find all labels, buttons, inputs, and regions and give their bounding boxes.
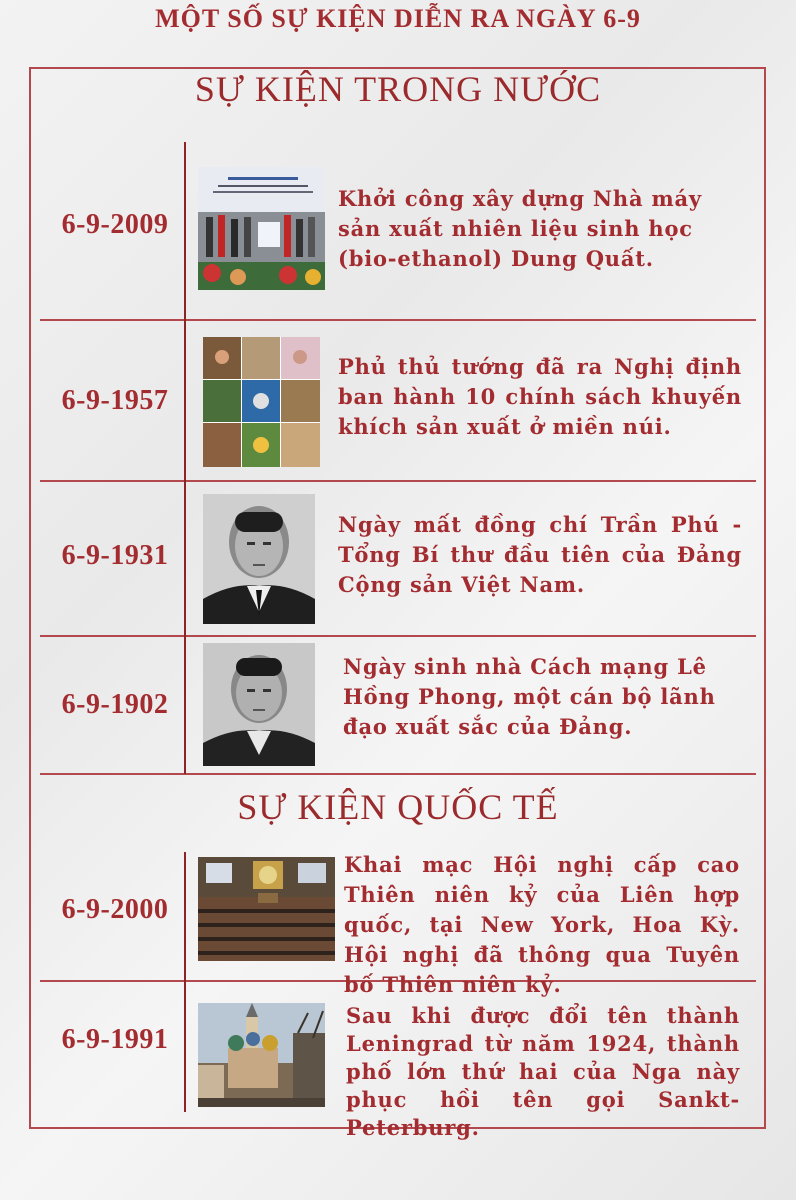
event-description: Ngày sinh nhà Cách mạng Lê Hồng Phong, một cán bộ lãnh đạo xuất sắc của Đảng. <box>343 654 716 739</box>
row-divider <box>40 635 756 637</box>
le-hong-phong-portrait-photo <box>203 643 315 766</box>
event-date: 6-9-2000 <box>61 894 169 925</box>
event-date: 6-9-1957 <box>61 385 169 416</box>
event-date: 6-9-1931 <box>61 540 169 571</box>
column-divider <box>184 852 186 1112</box>
page-title: MỘT SỐ SỰ KIỆN DIỄN RA NGÀY 6-9 <box>155 4 641 33</box>
tran-phu-portrait-photo <box>203 494 315 624</box>
event-date: 6-9-1902 <box>61 689 169 720</box>
section-title-international: SỰ KIỆN QUỐC TẾ <box>237 787 559 827</box>
event-description: Phủ thủ tướng đã ra Nghị định ban hành 10 chính sách khuyến khích sản xuất ở miền núi. <box>338 354 742 439</box>
event-date: 6-9-2009 <box>61 209 169 240</box>
groundbreaking-ceremony-photo <box>198 167 325 290</box>
un-assembly-hall-photo <box>198 857 335 961</box>
event-description: Khởi công xây dựng Nhà máy sản xuất nhiên liệu sinh học (bio-ethanol) Dung Quất. <box>338 186 702 271</box>
section-title-domestic: SỰ KIỆN TRONG NƯỚC <box>194 69 602 109</box>
event-date: 6-9-1991 <box>61 1024 169 1055</box>
row-divider <box>40 480 756 482</box>
mountain-production-collage-photo <box>203 337 320 467</box>
row-divider <box>40 773 756 775</box>
event-description: Sau khi được đổi tên thành Leningrad từ năm 1924, thành phố lớn thứ hai của Nga này phục hồi tên gọi Sankt-Peterburg. <box>346 1003 740 1140</box>
row-divider <box>40 319 756 321</box>
event-description: Khai mạc Hội nghị cấp cao Thiên niên kỷ của Liên hợp quốc, tại New York, Hoa Kỳ. Hội nghị đã thông qua Tuyên bố Thiên niên kỷ. <box>344 852 740 997</box>
event-description: Ngày mất đồng chí Trần Phú - Tổng Bí thư đầu tiên của Đảng Cộng sản Việt Nam. <box>338 512 742 597</box>
saint-petersburg-church-photo <box>198 1003 325 1107</box>
